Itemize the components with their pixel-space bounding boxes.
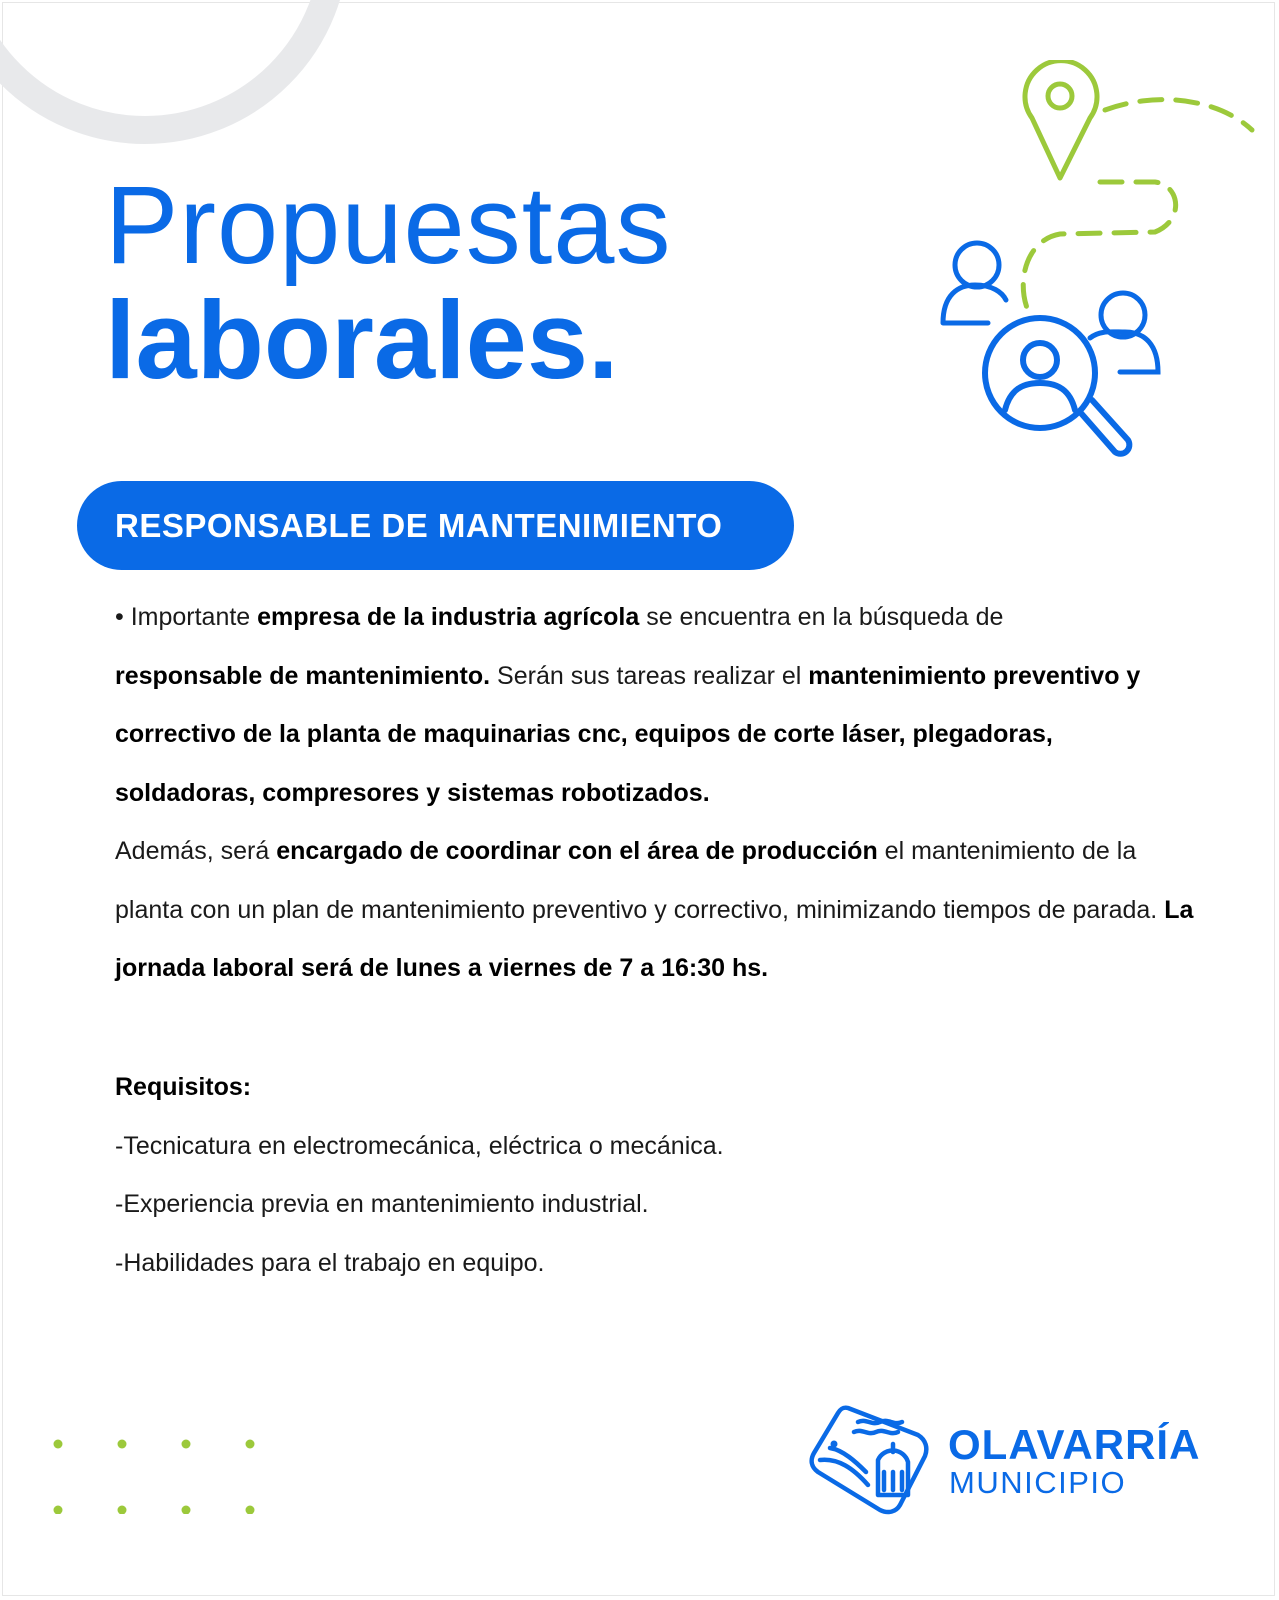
desc-segment-bold: responsable de mantenimiento. <box>115 661 491 690</box>
desc-segment: Además, será <box>115 837 277 865</box>
description-paragraph-2 <box>115 822 1195 998</box>
dashed-route-decoration <box>1023 100 1252 315</box>
desc-segment-bold: empresa de la industria agrícola <box>257 603 640 631</box>
requirements-title: Requisitos: <box>115 1073 252 1101</box>
person-search-icon <box>985 318 1129 454</box>
requirements-section <box>115 1058 1115 1292</box>
logo-emblem-icon <box>808 1400 938 1515</box>
desc-segment: se encuentra en la búsqueda de <box>639 603 1004 631</box>
desc-segment-bold: La jornada laboral será de lunes a viernes de 7 a 16:30 hs. <box>115 895 1194 982</box>
logo-name: OLAVARRÍA <box>948 1421 1201 1468</box>
desc-segment: Serán sus tareas realizar el <box>490 661 809 690</box>
page-title <box>105 164 672 402</box>
job-position-badge: RESPONSABLE DE MANTENIMIENTO <box>77 481 794 570</box>
decorative-arc <box>0 0 430 170</box>
person-icon <box>943 243 1006 323</box>
desc-segment-bold: mantenimiento preventivo y correctivo de la planta de maquinarias cnc, equipos de corte láser, plegadoras, soldadoras, compresores y sistemas robotizados. <box>115 661 1141 807</box>
requirement-item: -Habilidades para el trabajo en equipo. <box>115 1248 545 1277</box>
title-line-2: laborales. <box>105 279 619 402</box>
desc-segment: el mantenimiento de la planta con un plan de mantenimiento preventivo y correctivo, minimizando tiempos de parada. <box>115 837 1165 924</box>
desc-segment-bold: encargado de coordinar con el área de producción <box>276 837 878 865</box>
requirement-item: -Experiencia previa en mantenimiento industrial. <box>115 1190 649 1218</box>
description-paragraph-1 <box>115 588 1195 822</box>
job-description <box>115 588 1195 998</box>
job-search-illustration <box>940 60 1270 490</box>
desc-segment: • Importante <box>115 603 258 631</box>
location-pin-icon <box>1025 61 1097 178</box>
person-icon-right <box>1090 293 1158 372</box>
municipio-logo <box>808 1400 1208 1520</box>
title-line-1: Propuestas <box>105 164 672 287</box>
logo-subtitle: MUNICIPIO <box>949 1465 1127 1500</box>
requirement-item: -Tecnicatura en electromecánica, eléctrica o mecánica. <box>115 1131 724 1160</box>
decorative-dots <box>50 1434 270 1514</box>
